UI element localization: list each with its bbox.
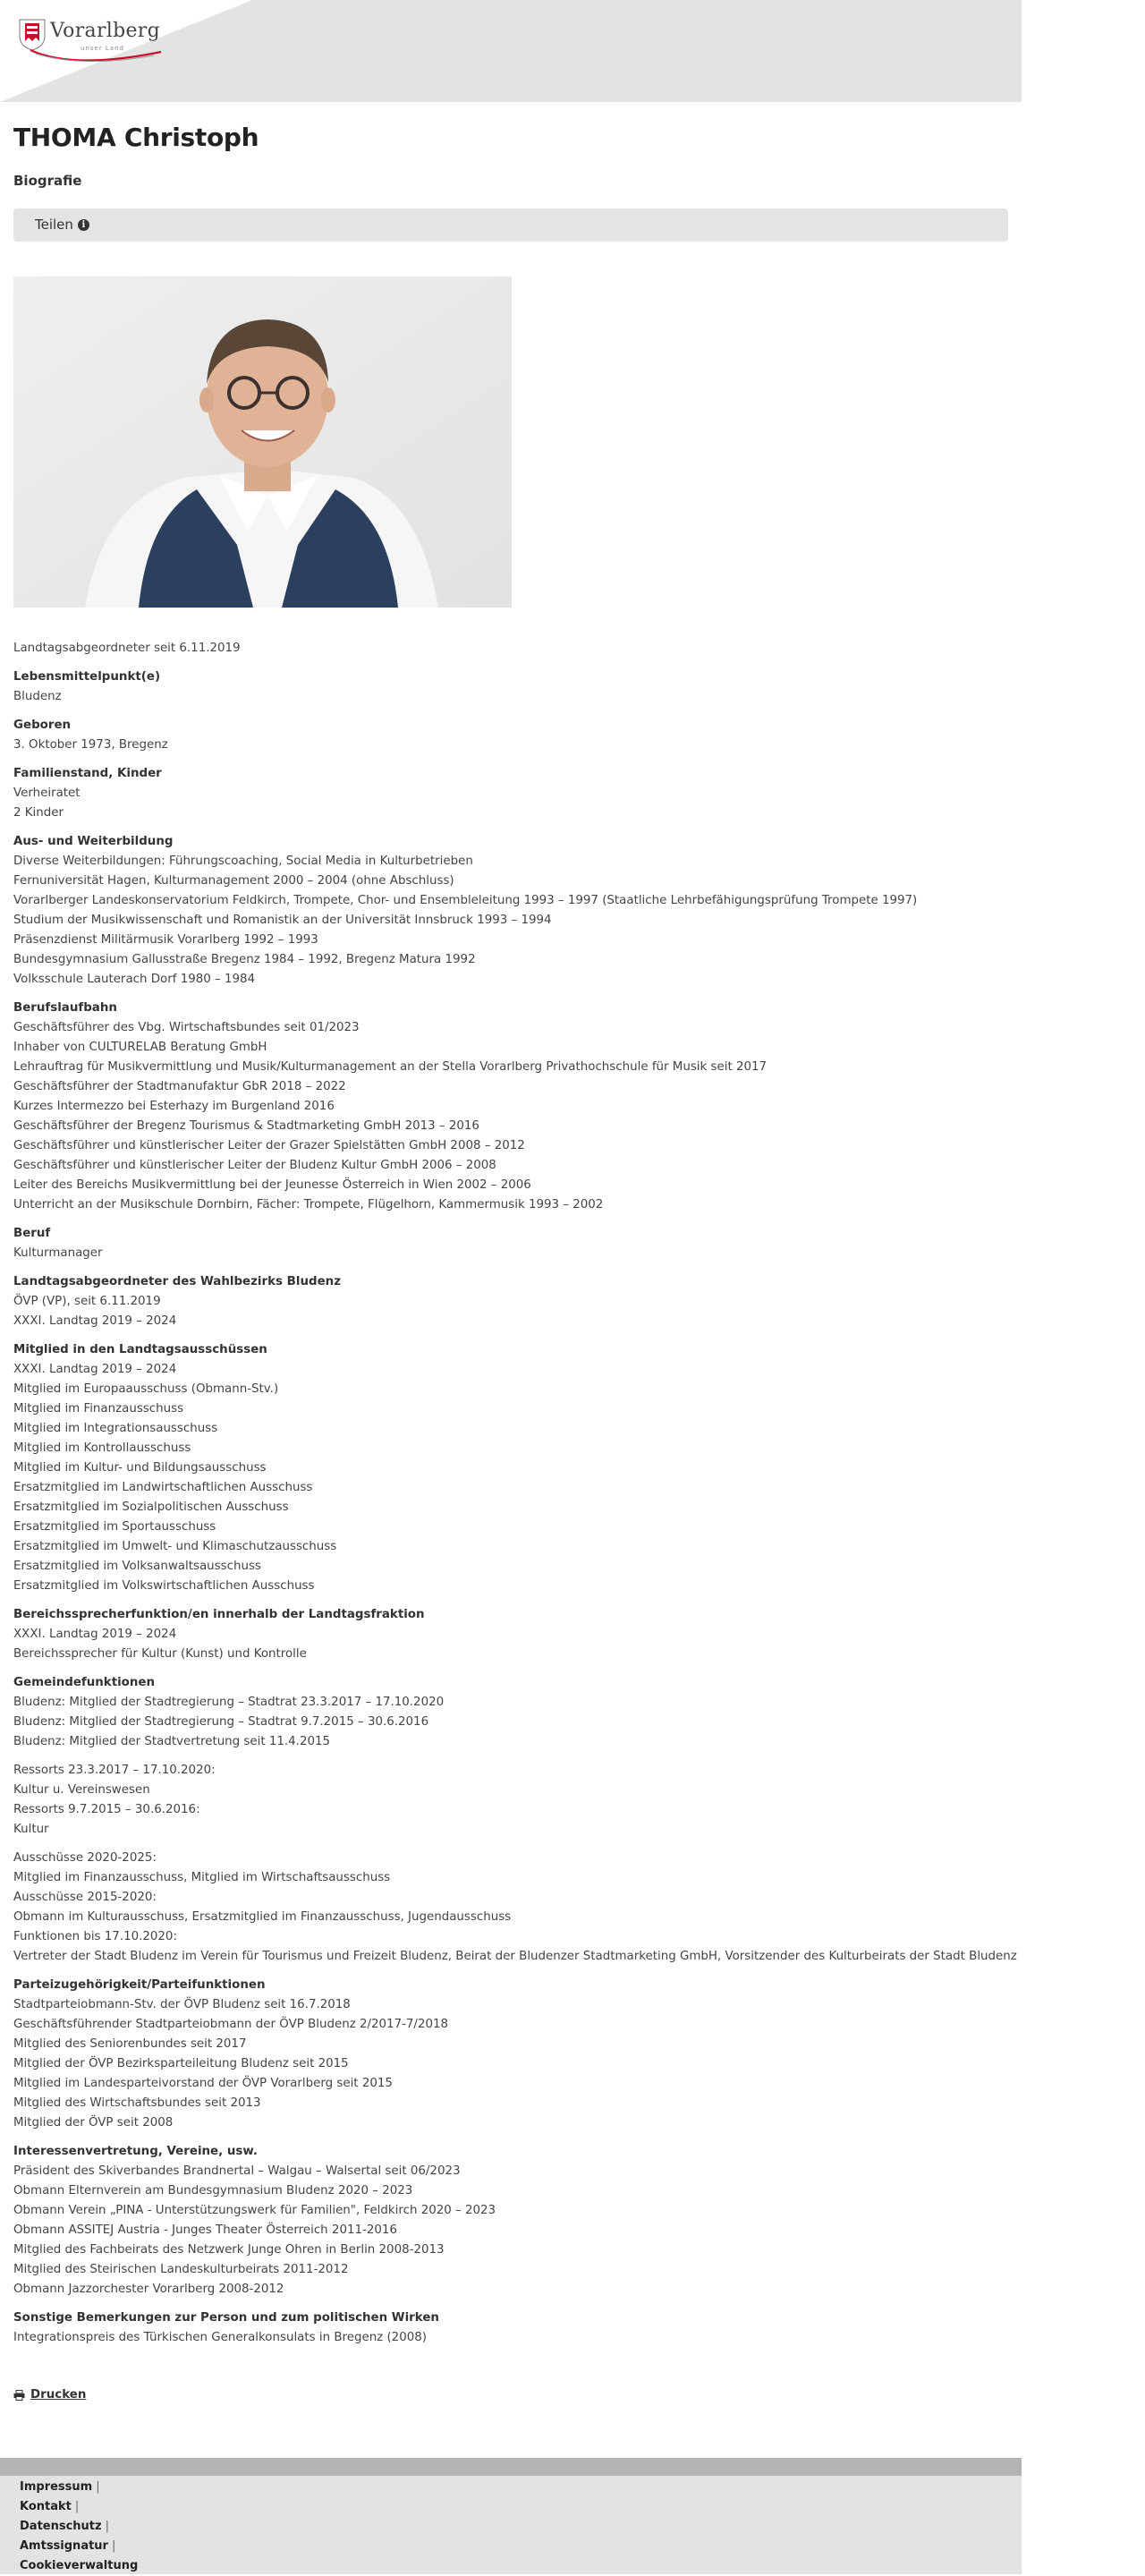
print-icon bbox=[13, 2390, 25, 2401]
bio-gap bbox=[13, 2133, 1011, 2142]
footer-divider bbox=[0, 2458, 1022, 2476]
bio-line: Präsenzdienst Militärmusik Vorarlberg 1992 – 1993 bbox=[13, 933, 318, 947]
bio-line: Mitglied der ÖVP seit 2008 bbox=[13, 2116, 174, 2130]
page-title: THOMA Christoph bbox=[13, 123, 259, 152]
bio-section-heading: Sonstige Bemerkungen zur Person und zum politischen Wirken bbox=[13, 2311, 439, 2325]
print-link[interactable] bbox=[13, 2388, 86, 2402]
bio-line: Lehrauftrag für Musikvermittlung und Musik/Kulturmanagement an der Stella Vorarlberg Privathochschule für Musik seit 2017 bbox=[13, 1060, 768, 1074]
footer-separator: | bbox=[74, 2500, 80, 2513]
bio-line: Bundesgymnasium Gallusstraße Bregenz 1984 – 1992, Bregenz Matura 1992 bbox=[13, 953, 476, 966]
bio-line: Präsident des Skiverbandes Brandnertal – Walgau – Walsertal seit 06/2023 bbox=[13, 2164, 461, 2178]
footer-link-label: Cookieverwaltung bbox=[20, 2559, 139, 2572]
biography bbox=[13, 639, 1017, 2357]
bio-line: Ressorts 23.3.2017 – 17.10.2020: bbox=[13, 1764, 216, 1777]
bio-line: Ersatzmitglied im Volkswirtschaftlichen Ausschuss bbox=[13, 1579, 315, 1593]
bio-section-heading: Beruf bbox=[13, 1227, 51, 1240]
bio-line: XXXI. Landtag 2019 – 2024 bbox=[13, 1363, 177, 1376]
logo-text: Vorarlberg bbox=[50, 20, 161, 42]
bio-line: Mitglied des Seniorenbundes seit 2017 bbox=[13, 2037, 247, 2051]
footer-link-label: Kontakt bbox=[20, 2500, 72, 2513]
bio-line: Mitglied des Steirischen Landeskulturbeirats 2011-2012 bbox=[13, 2263, 349, 2276]
page-subtitle: Biografie bbox=[13, 173, 82, 189]
footer-separator: | bbox=[96, 2480, 100, 2494]
bio-line: Obmann Verein „PINA - Unterstützungswerk für Familien", Feldkirch 2020 – 2023 bbox=[13, 2204, 496, 2217]
logo-swoosh-icon bbox=[29, 47, 163, 66]
bio-line: Geschäftsführer und künstlerischer Leiter der Grazer Spielstätten GmbH 2008 – 2012 bbox=[13, 1139, 525, 1152]
bio-line: Mitglied im Integrationsausschuss bbox=[13, 1422, 218, 1435]
print-label: Drucken bbox=[30, 2388, 87, 2402]
info-icon: i bbox=[78, 219, 89, 231]
bio-gap bbox=[13, 1967, 1011, 1976]
bio-gap bbox=[13, 1664, 1011, 1673]
bio-gap bbox=[13, 1752, 1011, 1761]
bio-line: XXXI. Landtag 2019 – 2024 bbox=[13, 1314, 177, 1328]
bio-line: Obmann im Kulturausschuss, Ersatzmitglied im Finanzausschuss, Jugendausschuss bbox=[13, 1910, 512, 1924]
bio-section-heading: Aus- und Weiterbildung bbox=[13, 835, 174, 848]
footer-separator: | bbox=[105, 2520, 109, 2533]
bio-line: Geschäftsführer der Stadtmanufaktur GbR 2018 – 2022 bbox=[13, 1080, 346, 1093]
bio-line: Bludenz bbox=[13, 690, 62, 703]
bio-line: 3. Oktober 1973, Bregenz bbox=[13, 738, 168, 752]
footer-link-label: Amtssignatur bbox=[20, 2539, 108, 2553]
bio-line: Leiter des Bereichs Musikvermittlung bei der Jeunesse Österreich in Wien 2002 – 2006 bbox=[13, 1178, 531, 1192]
portrait-photo bbox=[13, 276, 512, 608]
footer-link-label: Datenschutz bbox=[20, 2520, 102, 2533]
bio-line: Kurzes Intermezzo bei Esterhazy im Burgenland 2016 bbox=[13, 1100, 335, 1113]
bio-line: Mitglied im Finanzausschuss bbox=[13, 1402, 184, 1416]
bio-gap bbox=[13, 990, 1011, 999]
footer-link-datenschutz[interactable] bbox=[20, 2517, 138, 2537]
bio-section-heading: Landtagsabgeordneter des Wahlbezirks Bludenz bbox=[13, 1275, 341, 1288]
bio-gap bbox=[13, 1596, 1011, 1605]
share-label: Teilen bbox=[35, 217, 73, 233]
bio-gap bbox=[13, 755, 1011, 764]
bio-line: Obmann ASSITEJ Austria - Junges Theater Österreich 2011-2016 bbox=[13, 2223, 397, 2237]
bio-line: Ressorts 9.7.2015 – 30.6.2016: bbox=[13, 1803, 200, 1816]
bio-line: 2 Kinder bbox=[13, 806, 64, 820]
bio-sections bbox=[13, 667, 1017, 2357]
bio-line: Diverse Weiterbildungen: Führungscoaching, Social Media in Kulturbetrieben bbox=[13, 854, 473, 868]
footer-separator: | bbox=[111, 2539, 116, 2553]
bio-line: Geschäftsführender Stadtparteiobmann der ÖVP Bludenz 2/2017-7/2018 bbox=[13, 2018, 449, 2031]
bio-line: Mitglied im Europaausschuss (Obmann-Stv.) bbox=[13, 1382, 279, 1396]
footer-link-impressum[interactable] bbox=[20, 2478, 138, 2497]
bio-gap bbox=[13, 1263, 1011, 1272]
bio-gap bbox=[13, 707, 1011, 716]
bio-line: Mitglied der ÖVP Bezirksparteileitung Bludenz seit 2015 bbox=[13, 2057, 349, 2070]
bio-line: Obmann Jazzorchester Vorarlberg 2008-2012 bbox=[13, 2283, 284, 2296]
bio-section-heading: Bereichssprecherfunktion/en innerhalb der Landtagsfraktion bbox=[13, 1608, 425, 1621]
bio-line: Unterricht an der Musikschule Dornbirn, Fächer: Trompete, Flügelhorn, Kammermusik 1993 – 2002 bbox=[13, 1198, 604, 1211]
bio-line: Studium der Musikwissenschaft und Romanistik an der Universität Innsbruck 1993 – 1994 bbox=[13, 914, 552, 927]
bio-line: Ersatzmitglied im Sozialpolitischen Ausschuss bbox=[13, 1501, 289, 1514]
bio-section-heading: Familienstand, Kinder bbox=[13, 767, 162, 780]
bio-line: Mitglied im Landesparteivorstand der ÖVP Vorarlberg seit 2015 bbox=[13, 2077, 393, 2090]
bio-section-heading: Lebensmittelpunkt(e) bbox=[13, 670, 161, 684]
vorarlberg-logo[interactable] bbox=[13, 11, 165, 61]
site-footer bbox=[0, 2476, 1022, 2574]
bio-line: Ersatzmitglied im Umwelt- und Klimaschutzausschuss bbox=[13, 1540, 337, 1553]
footer-link-amtssignatur[interactable] bbox=[20, 2537, 138, 2556]
bio-section-heading: Parteizugehörigkeit/Parteifunktionen bbox=[13, 1978, 266, 1992]
bio-line: Mitglied im Kultur- und Bildungsausschuss bbox=[13, 1461, 267, 1475]
bio-gap bbox=[13, 1331, 1011, 1340]
share-button[interactable] bbox=[35, 217, 89, 233]
bio-line: Fernuniversität Hagen, Kulturmanagement 2000 – 2004 (ohne Abschluss) bbox=[13, 874, 454, 888]
bio-line: Ersatzmitglied im Sportausschuss bbox=[13, 1520, 216, 1534]
bio-line: XXXI. Landtag 2019 – 2024 bbox=[13, 1628, 177, 1641]
bio-line: Ausschüsse 2015-2020: bbox=[13, 1891, 157, 1904]
footer-link-cookieverwaltung[interactable] bbox=[20, 2556, 138, 2576]
bio-line: Kulturmanager bbox=[13, 1246, 103, 1260]
bio-line: Mitglied des Wirtschaftsbundes seit 2013 bbox=[13, 2096, 261, 2110]
share-bar bbox=[13, 208, 1008, 242]
bio-line: Bludenz: Mitglied der Stadtvertretung seit 11.4.2015 bbox=[13, 1735, 331, 1748]
bio-section-heading: Geboren bbox=[13, 718, 72, 732]
bio-line: Integrationspreis des Türkischen Generalkonsulats in Bregenz (2008) bbox=[13, 2331, 427, 2344]
bio-line: Stadtparteiobmann-Stv. der ÖVP Bludenz seit 16.7.2018 bbox=[13, 1998, 351, 2011]
bio-line: Mitglied im Kontrollausschuss bbox=[13, 1441, 191, 1455]
bio-line: Geschäftsführer des Vbg. Wirtschaftsbundes seit 01/2023 bbox=[13, 1021, 360, 1034]
portrait-illustration bbox=[13, 276, 512, 608]
site-header bbox=[0, 0, 1022, 102]
logo-subtext: unser Land bbox=[81, 45, 124, 52]
bio-gap bbox=[13, 659, 1011, 667]
bio-line: Ausschüsse 2020-2025: bbox=[13, 1851, 157, 1865]
bio-gap bbox=[13, 1840, 1011, 1849]
bio-intro: Landtagsabgeordneter seit 6.11.2019 bbox=[13, 642, 241, 655]
bio-line: ÖVP (VP), seit 6.11.2019 bbox=[13, 1295, 161, 1308]
bio-line: Inhaber von CULTURELAB Beratung GmbH bbox=[13, 1041, 267, 1054]
bio-gap bbox=[13, 823, 1011, 832]
bio-gap bbox=[13, 2300, 1011, 2308]
bio-gap bbox=[13, 2348, 1011, 2357]
bio-line: Verheiratet bbox=[13, 786, 81, 800]
bio-gap bbox=[13, 1215, 1011, 1224]
bio-line: Mitglied im Finanzausschuss, Mitglied im Wirtschaftsausschuss bbox=[13, 1871, 391, 1884]
footer-link-label: Impressum bbox=[20, 2480, 93, 2494]
footer-links bbox=[20, 2478, 138, 2576]
bio-line: Funktionen bis 17.10.2020: bbox=[13, 1930, 177, 1943]
bio-section-heading: Interessenvertretung, Vereine, usw. bbox=[13, 2145, 258, 2158]
bio-line: Volksschule Lauterach Dorf 1980 – 1984 bbox=[13, 973, 256, 986]
bio-line: Kultur u. Vereinswesen bbox=[13, 1783, 150, 1797]
bio-section-heading: Gemeindefunktionen bbox=[13, 1676, 156, 1689]
bio-line: Bludenz: Mitglied der Stadtregierung – Stadtrat 23.3.2017 – 17.10.2020 bbox=[13, 1696, 445, 1709]
bio-line: Vertreter der Stadt Bludenz im Verein für Tourismus und Freizeit Bludenz, Beirat der Bludenzer Stadtmarketing GmbH, Vorsitzender des Kulturbeirats der Stadt Bludenz bbox=[13, 1950, 1017, 1963]
footer-link-kontakt[interactable] bbox=[20, 2497, 138, 2517]
bio-section-heading: Mitglied in den Landtagsausschüssen bbox=[13, 1343, 267, 1356]
bio-line: Bludenz: Mitglied der Stadtregierung – Stadtrat 9.7.2015 – 30.6.2016 bbox=[13, 1715, 429, 1729]
bio-line: Ersatzmitglied im Landwirtschaftlichen Ausschuss bbox=[13, 1481, 313, 1494]
bio-line: Geschäftsführer und künstlerischer Leiter der Bludenz Kultur GmbH 2006 – 2008 bbox=[13, 1159, 496, 1172]
bio-line: Vorarlberger Landeskonservatorium Feldkirch, Trompete, Chor- und Ensembleleitung 1993 – 1997 (Staatliche Lehrbefähigungsprüfung Trompete 1997) bbox=[13, 894, 918, 907]
bio-line: Bereichssprecher für Kultur (Kunst) und Kontrolle bbox=[13, 1647, 307, 1661]
bio-line: Kultur bbox=[13, 1823, 49, 1836]
bio-line: Geschäftsführer der Bregenz Tourismus & Stadtmarketing GmbH 2013 – 2016 bbox=[13, 1119, 479, 1133]
bio-section-heading: Berufslaufbahn bbox=[13, 1001, 117, 1015]
bio-line: Mitglied des Fachbeirats des Netzwerk Junge Ohren in Berlin 2008-2013 bbox=[13, 2243, 445, 2257]
bio-line: Obmann Elternverein am Bundesgymnasium Bludenz 2020 – 2023 bbox=[13, 2184, 413, 2198]
bio-line: Ersatzmitglied im Volksanwaltsausschuss bbox=[13, 1560, 261, 1573]
